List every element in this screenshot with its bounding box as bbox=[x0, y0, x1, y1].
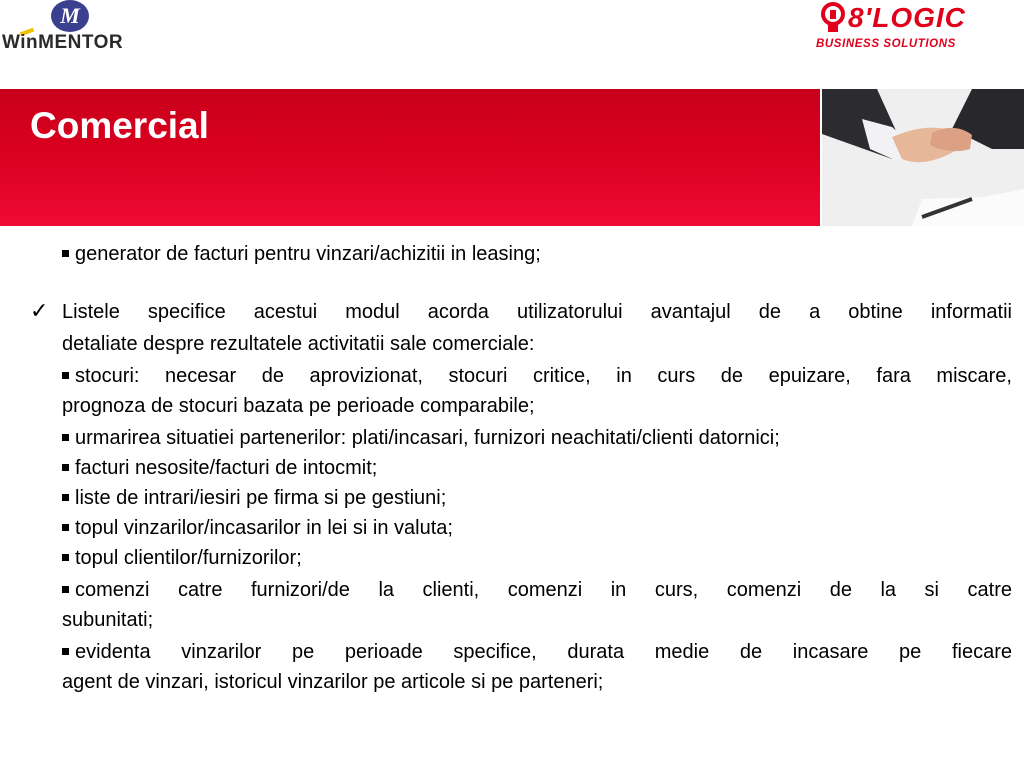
checkmark-icon: ✓ bbox=[30, 298, 49, 323]
list-item bbox=[62, 424, 780, 452]
intro-line-1: Listele specifice acestui modul acorda utilizatorului avantajul de a obtine informatii bbox=[62, 301, 1012, 323]
list-item-text: liste de intrari/iesiri pe firma si pe gestiuni; bbox=[75, 487, 447, 509]
list-item bbox=[62, 240, 541, 268]
intro-line-2: detaliate despre rezultatele activitatii sale comerciale: bbox=[62, 333, 535, 355]
list-item-text: facturi nesosite/facturi de intocmit; bbox=[75, 457, 378, 479]
list-item-text: generator de facturi pentru vinzari/achizitii in leasing; bbox=[75, 243, 541, 265]
square-bullet-icon bbox=[62, 586, 69, 593]
page-title: Comercial bbox=[30, 105, 209, 146]
list-item-text: stocuri: necesar de aprovizionat, stocuri critice, in curs de epuizare, fara miscare, bbox=[75, 365, 1012, 387]
handshake-photo bbox=[822, 89, 1024, 226]
square-bullet-icon bbox=[62, 494, 69, 501]
square-bullet-icon bbox=[62, 524, 69, 531]
square-bullet-icon bbox=[62, 464, 69, 471]
list-item bbox=[62, 576, 1012, 604]
list-item-continuation: subunitati; bbox=[62, 609, 154, 631]
square-bullet-icon bbox=[62, 648, 69, 655]
list-item bbox=[62, 638, 1012, 666]
winmentor-logo-text: WinMENTOR bbox=[2, 32, 124, 53]
square-bullet-icon bbox=[62, 434, 69, 441]
list-item-text: topul clientilor/furnizorilor; bbox=[75, 547, 302, 569]
square-bullet-icon bbox=[62, 250, 69, 257]
lightbulb-icon bbox=[820, 2, 846, 36]
square-bullet-icon bbox=[62, 372, 69, 379]
blogic-logo-title: 8'LOGIC bbox=[848, 2, 966, 33]
winmentor-logo bbox=[0, 0, 140, 60]
list-item bbox=[62, 514, 453, 542]
blogic-logo bbox=[814, 0, 1024, 60]
blogic-logo-subtitle: BUSINESS SOLUTIONS bbox=[816, 38, 956, 50]
handshake-image bbox=[822, 89, 1024, 226]
list-item-continuation: prognoza de stocuri bazata pe perioade comparabile; bbox=[62, 395, 535, 417]
list-item bbox=[62, 362, 1012, 390]
list-item-text: comenzi catre furnizori/de la clienti, comenzi in curs, comenzi de la si catre bbox=[75, 579, 1012, 601]
title-banner bbox=[0, 89, 820, 226]
list-item-text: topul vinzarilor/incasarilor in lei si in valuta; bbox=[75, 517, 453, 539]
list-item bbox=[62, 454, 377, 482]
list-item bbox=[62, 544, 302, 572]
square-bullet-icon bbox=[62, 554, 69, 561]
list-item-continuation: agent de vinzari, istoricul vinzarilor pe articole si pe parteneri; bbox=[62, 671, 604, 693]
winmentor-badge: M bbox=[51, 0, 89, 32]
list-item-text: urmarirea situatiei partenerilor: plati/incasari, furnizori neachitati/clienti datornici; bbox=[75, 427, 780, 449]
list-item bbox=[62, 484, 446, 512]
list-item-text: evidenta vinzarilor pe perioade specifice, durata medie de incasare pe fiecare bbox=[75, 641, 1012, 663]
